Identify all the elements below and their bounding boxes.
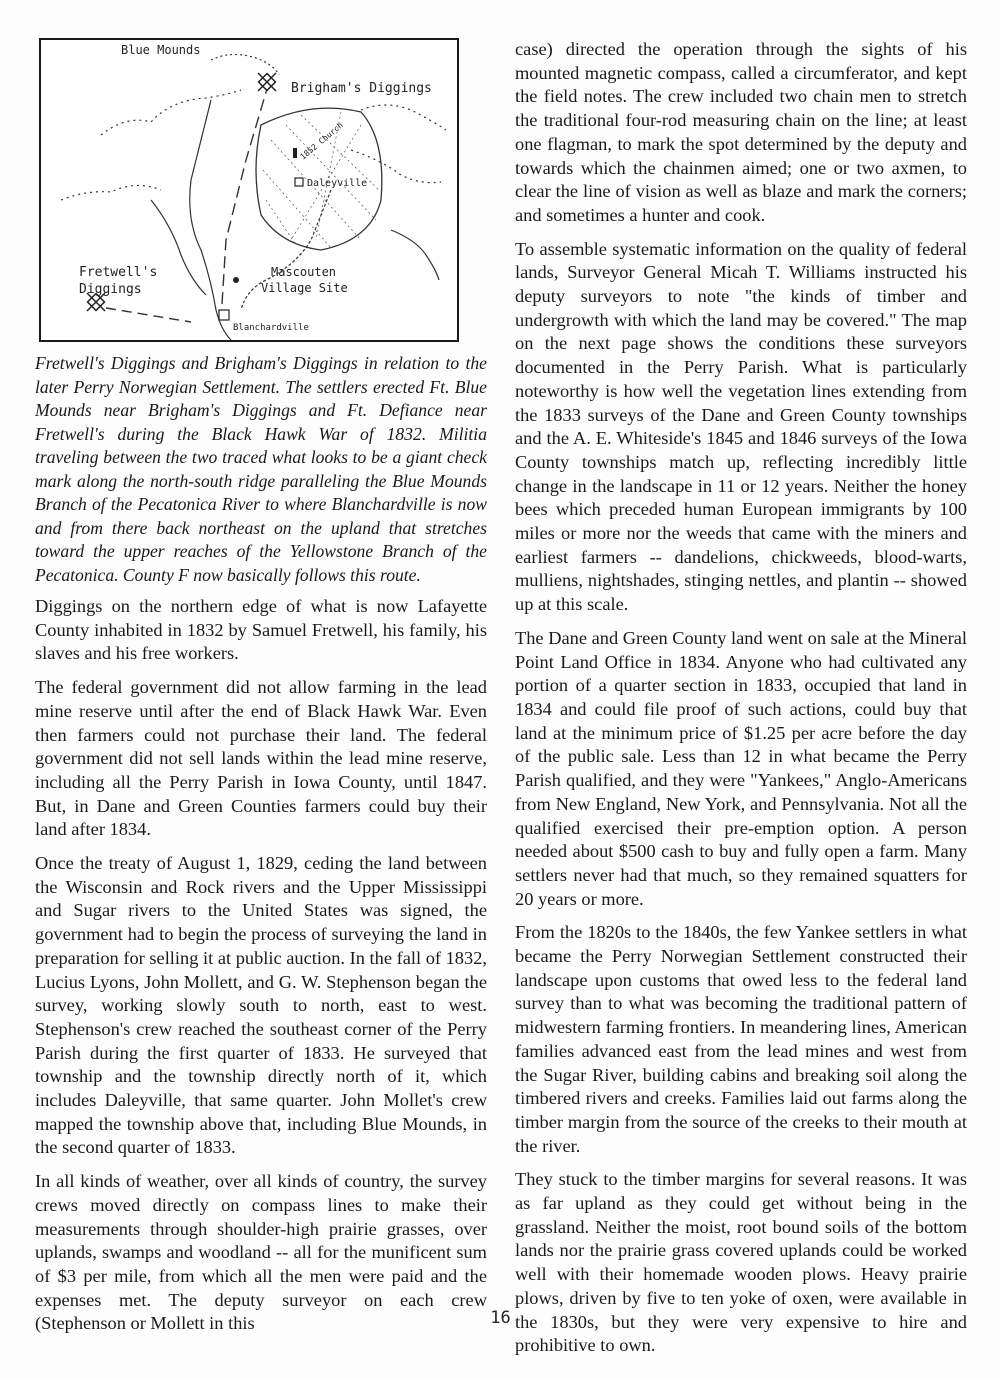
ridge-north (101, 90, 241, 135)
page-number: 16 (490, 1308, 511, 1328)
body-paragraph: In all kinds of weather, over all kinds of country, the survey crews moved directly on compass lines to make their measurements through shoulder-high prairie grasses, over uplands, swamps and woodland -- all for the munificent sum of $3 per mile, from which all the men were paid and the expenses met. The deputy surveyor on each crew (Stephenson or Mollett in this (35, 1171, 487, 1334)
label-fretwells-1: Fretwell's (79, 265, 158, 280)
map-figure (39, 38, 459, 342)
fort-blue-mounds-icon (258, 73, 276, 91)
ridge-west (61, 185, 161, 200)
stream-west-fork (151, 200, 206, 295)
label-mascouten-1: Mascouten (271, 265, 337, 279)
label-church: 1852 Church (298, 120, 345, 162)
mascouten-marker (233, 277, 239, 283)
label-blue-mounds: Blue Mounds (121, 43, 201, 57)
stream-blue-mounds-branch (190, 100, 231, 340)
label-blanchardville: Blanchardville (233, 323, 309, 333)
label-brighams-diggings: Brigham's Diggings (291, 81, 432, 96)
right-column (515, 38, 967, 1368)
label-mascouten-2: Village Site (261, 281, 348, 295)
map-drawing (41, 40, 457, 340)
ridge-blue-mounds (211, 54, 279, 75)
militia-route-west (106, 308, 191, 322)
body-paragraph: Once the treaty of August 1, 1829, ceding the land between the Wisconsin and Rock rivers and the Upper Mississippi and Sugar rivers to the United States was signed, the government had to begin the process of surveying the land in preparation for selling it at public auction. In the fall of 1832, Lucius Lyons, John Mollett, and G. W. Stephenson began the survey, working slowly south to north, east to west. Stephenson's crew reached the southeast corner of the Perry Parish during the first quarter of 1833. He surveyed that township and the township directly north of it, which includes Daleyville, that same quarter. John Mollet's crew mapped the township above that, including Blue Mounds, in the second quarter of 1833. (35, 853, 487, 1158)
map-caption: Fretwell's Diggings and Brigham's Diggings in relation to the later Perry Norwegian Settlement. The settlers erected Ft. Blue Mounds near Brigham's Diggings and Ft. Defiance near Fretwell's during the Black Hawk War of 1832. Militia traveling between the two traced what looks to be a giant check mark along the north-south ridge paralleling the Blue Mounds Branch of the Pecatonica River to where Blanchardville is now and from there back northeast on the upland that stretches toward the upper reaches of the Yellowstone Branch of the Pecatonica. County F now basically follows this route. (35, 353, 487, 585)
label-fretwells-2: Diggings (79, 282, 142, 297)
body-paragraph: To assemble systematic information on the quality of federal lands, Surveyor General Micah T. Williams instructed his deputy surveyors to note "the kinds of timber and undergrowth with which the land may be covered." The map on the next page shows the conditions these surveyors documented in the Perry Parish. What is particularly noteworthy is how well the vegetation lines extending from the 1833 surveys of the Dane and Green County townships and the A. E. Whiteside's 1845 and 1846 surveys of the Iowa County townships match up, reflecting incredibly little change in the landscape in 11 or 12 years. Neither the honey bees which preceded human European immigrants by 100 miles or more nor the weeds that came with the miners and earliest farmers -- dandelions, chickweeds, blood-warts, mulliens, nightshades, stinging nettles, and plantin -- showed up at this scale. (515, 238, 967, 615)
blanchardville-marker (219, 310, 229, 320)
ridge-east (361, 105, 446, 130)
body-paragraph: The federal government did not allow farming in the lead mine reserve until after the end of Black Hawk War. Even then farmers could not purchase their land. The federal government did not sell lands within the lead mine reserve, including all the Perry Parish in Iowa County, until 1847. But, in Dane and Green Counties farmers could buy their land after 1834. (35, 677, 487, 840)
body-paragraph: Diggings on the northern edge of what is now Lafayette County inhabited in 1832 by Samuel Fretwell, his family, his slaves and his free workers. (35, 596, 487, 664)
left-column (35, 38, 487, 1346)
body-paragraph: They stuck to the timber margins for several reasons. It was as far upland as they could get without being in the grassland. Neither the moist, root bound soils of the bottom lands nor the prairie grass covered uplands could be worked well with their homemade wooden plows. Heavy prairie plows, driven by five to ten yoke of oxen, were available in the 1830s, but they were very expensive to hire and prohibitive to own. (515, 1169, 967, 1356)
body-paragraph: From the 1820s to the 1840s, the few Yankee settlers in what became the Perry Norwegian Settlement constructed their landscape upon customs that owed less to the federal land survey than to what was becoming the traditional pattern of midwestern farming frontiers. In meandering lines, American families advanced east from the lead mines and west from the Sugar River, building cabins and breaking soil along the timbered rivers and creeks. Families laid out farms along the timber margin from the source of the creeks to their mouth at the river. (515, 922, 967, 1156)
daleyville-marker (295, 178, 303, 186)
body-paragraph: case) directed the operation through the sights of his mounted magnetic compass, called a circumferator, and kept the field notes. The crew included two chain men to stretch the traditional four-rod measuring chain on the line; at least one flagman, to mark the spot determined by the deputy and towards which the chainmen aimed; one or two axmen, to clear the line of vision as well as blaze and mark the corners; and sometimes a hunter and cook. (515, 39, 967, 225)
stream-east (391, 230, 439, 280)
label-daleyville: Daleyville (307, 178, 368, 189)
church-marker (293, 148, 297, 158)
body-paragraph: The Dane and Green County land went on sale at the Mineral Point Land Office in 1834. Anyone who had cultivated any portion of a quarter section in 1833, occupied that land in 1834 and could file proof of such actions, could buy that land at the minimum price of $1.25 per acre before the day of the public sale. Less than 12 in what became the Perry Parish qualified, and they were "Yankees," Anglo-Americans from New England, New York, and Pennsylvania. Not all the qualified exercised their pre-emption option. A person needed about $500 cash to buy and fully open a farm. Many settlers never had that much, so they remained squatters for 20 years or more. (515, 627, 967, 909)
